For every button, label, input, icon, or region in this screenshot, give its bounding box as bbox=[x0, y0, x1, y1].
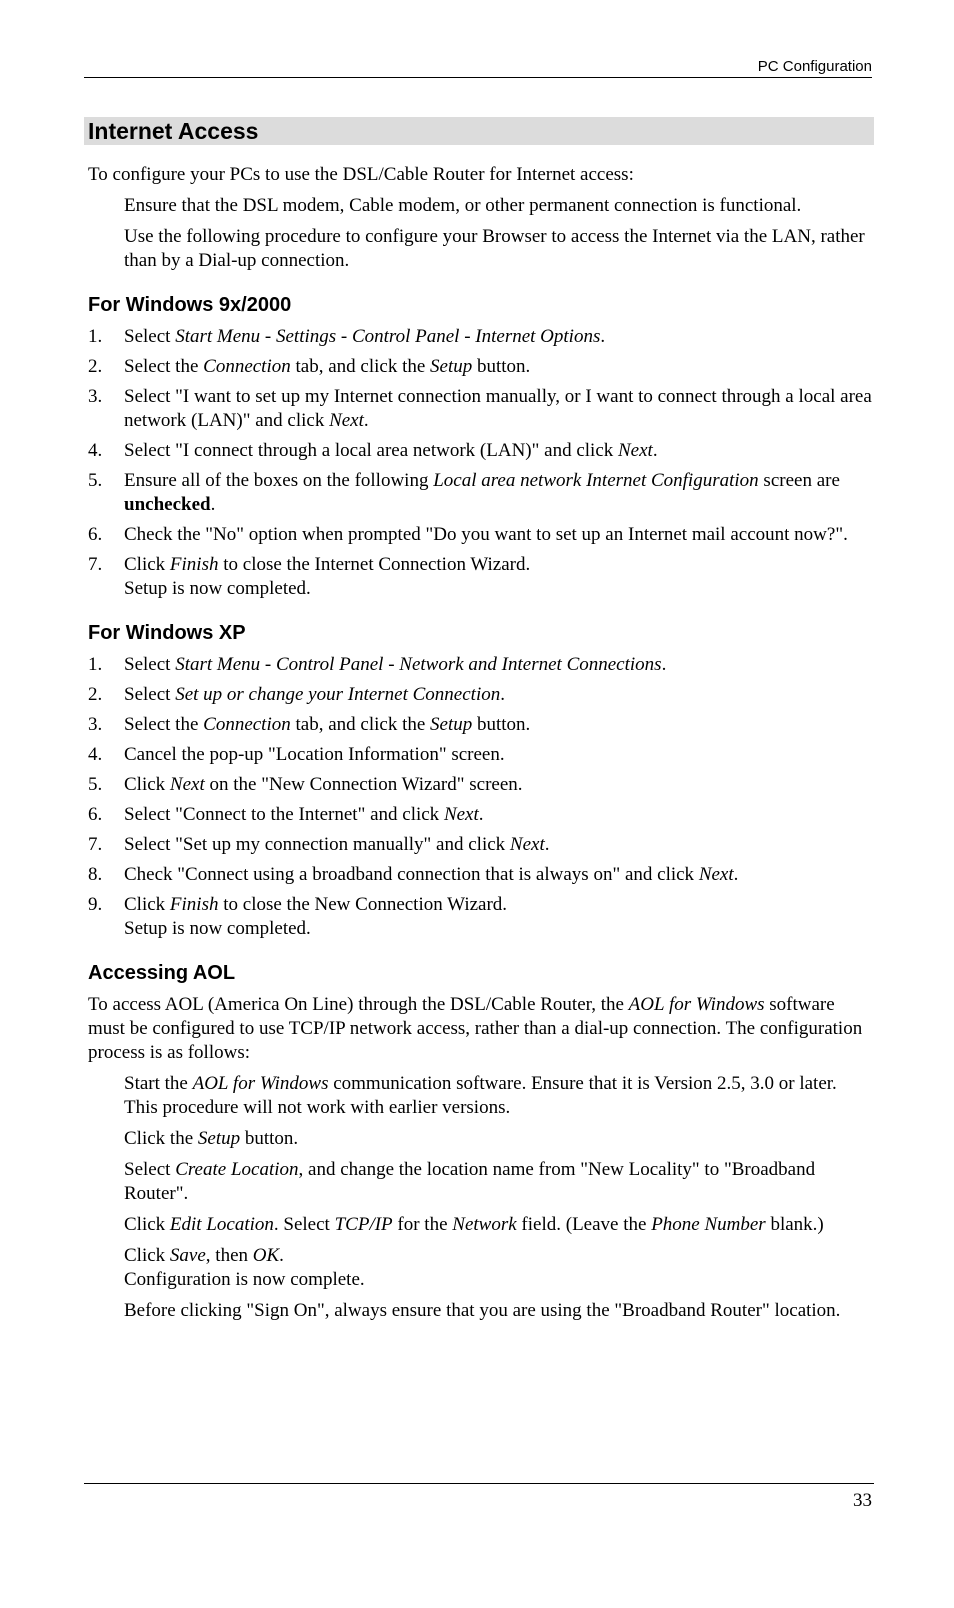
emphasis-text: Save bbox=[169, 1245, 206, 1266]
emphasis-text: AOL for Windows bbox=[628, 994, 765, 1015]
emphasis-text: Setup bbox=[197, 1128, 241, 1149]
text-run: Check the "No" option when prompted "Do you want to set up an Internet mail account now?". bbox=[124, 524, 848, 545]
text-run: , and change the location name from "New Locality" to "Broadband Router". bbox=[124, 1159, 816, 1204]
win9x-steps bbox=[88, 325, 874, 601]
step-number: 7. bbox=[88, 554, 103, 575]
emphasis-text: Next bbox=[443, 804, 479, 825]
text-run: Click bbox=[124, 554, 170, 575]
emphasis-text: Setup bbox=[430, 714, 473, 735]
text-run: To access AOL (America On Line) through the DSL/Cable Router, the bbox=[88, 994, 629, 1015]
text-run: Click the bbox=[124, 1128, 198, 1149]
step-number: 3. bbox=[88, 714, 103, 735]
step-number: 4. bbox=[88, 744, 103, 765]
emphasis-text: Start Menu - Control Panel - Network and Internet Connections bbox=[175, 654, 662, 675]
aol-step bbox=[124, 1072, 874, 1120]
step-item bbox=[88, 553, 874, 601]
text-run: Setup is now completed. bbox=[124, 578, 311, 599]
aol-intro bbox=[88, 993, 874, 1065]
text-run: Ensure all of the boxes on the following bbox=[124, 470, 434, 491]
text-run: Select "I connect through a local area network (LAN)" and click bbox=[124, 440, 618, 461]
step-item bbox=[88, 743, 874, 767]
text-run: Before clicking "Sign On", always ensure that you are using the "Broadband Router" location. bbox=[124, 1300, 841, 1321]
text-run: Select bbox=[124, 684, 176, 705]
text-run: , then bbox=[205, 1245, 253, 1266]
text-run: . bbox=[733, 864, 739, 885]
step-item bbox=[88, 653, 874, 677]
step-item bbox=[88, 385, 874, 433]
text-run: Select bbox=[124, 654, 176, 675]
text-run: tab, and click the bbox=[290, 356, 431, 377]
text-run: . bbox=[661, 654, 667, 675]
aol-steps bbox=[88, 1072, 874, 1323]
emphasis-text: Setup bbox=[430, 356, 473, 377]
text-run: Click bbox=[124, 1214, 170, 1235]
step-number: 3. bbox=[88, 386, 103, 407]
text-run: tab, and click the bbox=[290, 714, 431, 735]
text-run: blank.) bbox=[765, 1214, 824, 1235]
step-number: 2. bbox=[88, 356, 103, 377]
aol-step bbox=[124, 1127, 874, 1151]
text-run: Click bbox=[124, 1245, 170, 1266]
step-item bbox=[88, 439, 874, 463]
emphasis-text: Start Menu - Settings - Control Panel - Internet Options bbox=[175, 326, 601, 347]
winxp-heading: For Windows XP bbox=[88, 622, 246, 644]
step-number: 1. bbox=[88, 326, 103, 347]
emphasis-text: Set up or change your Internet Connection bbox=[175, 684, 501, 705]
step-item bbox=[88, 833, 874, 857]
text-run: Select the bbox=[124, 714, 204, 735]
text-run: button. bbox=[472, 356, 531, 377]
step-number: 2. bbox=[88, 684, 103, 705]
text-run: button. bbox=[240, 1128, 299, 1149]
text-run: . bbox=[600, 326, 606, 347]
bold-text: unchecked bbox=[124, 494, 211, 515]
text-run: Click bbox=[124, 894, 170, 915]
text-run: . bbox=[500, 684, 505, 705]
emphasis-text: Next bbox=[509, 834, 545, 855]
emphasis-text: Phone Number bbox=[651, 1214, 766, 1235]
text-run: Start the bbox=[124, 1073, 193, 1094]
emphasis-text: Connection bbox=[203, 356, 291, 377]
step-number: 4. bbox=[88, 440, 103, 461]
aol-step bbox=[124, 1299, 874, 1323]
emphasis-text: Network bbox=[452, 1214, 517, 1235]
step-item bbox=[88, 325, 874, 349]
emphasis-text: Edit Location bbox=[169, 1214, 274, 1235]
intro-text: To configure your PCs to use the DSL/Cable Router for Internet access: bbox=[88, 164, 634, 185]
step-number: 6. bbox=[88, 524, 103, 545]
aol-step bbox=[124, 1213, 874, 1237]
emphasis-text: Next bbox=[698, 864, 734, 885]
emphasis-text: Connection bbox=[203, 714, 291, 735]
emphasis-text: Next bbox=[329, 410, 364, 431]
text-run: on the "New Connection Wizard" screen. bbox=[204, 774, 523, 795]
text-run: Select "Connect to the Internet" and click bbox=[124, 804, 444, 825]
section-title: Internet Access bbox=[84, 117, 874, 145]
page-number: 33 bbox=[853, 1490, 872, 1511]
emphasis-text: Create Location bbox=[175, 1159, 299, 1180]
emphasis-text: TCP/IP bbox=[334, 1214, 393, 1235]
intro-bullet-1: Ensure that the DSL modem, Cable modem, or other permanent connection is functional. bbox=[124, 195, 802, 216]
intro-bullet-2: Use the following procedure to configure your Browser to access the Internet via the LAN, rather than by a Dial-up connection. bbox=[124, 226, 865, 271]
step-number: 5. bbox=[88, 470, 103, 491]
text-run: Check "Connect using a broadband connection that is always on" and click bbox=[124, 864, 699, 885]
aol-heading: Accessing AOL bbox=[88, 962, 236, 984]
text-run: Select the bbox=[124, 356, 204, 377]
emphasis-text: Next bbox=[618, 440, 653, 461]
step-item bbox=[88, 713, 874, 737]
text-run: . bbox=[210, 494, 216, 515]
text-run: for the bbox=[392, 1214, 453, 1235]
step-number: 7. bbox=[88, 834, 103, 855]
text-run: . bbox=[363, 410, 369, 431]
text-run: software must be configured to use TCP/IP network access, rather than a dial-up connection. The configuration process is as follows: bbox=[88, 994, 863, 1063]
step-item bbox=[88, 523, 874, 547]
emphasis-text: Finish bbox=[169, 894, 219, 915]
step-item bbox=[88, 773, 874, 797]
running-header: PC Configuration bbox=[84, 58, 872, 78]
step-number: 9. bbox=[88, 894, 103, 915]
step-number: 8. bbox=[88, 864, 103, 885]
aol-step bbox=[124, 1244, 874, 1292]
footer-rule bbox=[84, 1483, 874, 1484]
text-run: . bbox=[478, 804, 484, 825]
step-item bbox=[88, 469, 874, 517]
step-number: 5. bbox=[88, 774, 103, 795]
text-run: Configuration is now complete. bbox=[124, 1269, 365, 1290]
emphasis-text: Next bbox=[169, 774, 205, 795]
text-run: communication software. Ensure that it is Version 2.5, 3.0 or later. This procedure will not work with earlier versions. bbox=[124, 1073, 837, 1118]
text-run: Click bbox=[124, 774, 170, 795]
text-run: button. bbox=[472, 714, 531, 735]
text-run: Setup is now completed. bbox=[124, 918, 311, 939]
text-run: Select bbox=[124, 1159, 176, 1180]
win9x-heading: For Windows 9x/2000 bbox=[88, 294, 292, 316]
text-run: . Select bbox=[273, 1214, 335, 1235]
step-item bbox=[88, 803, 874, 827]
text-run: screen are bbox=[758, 470, 840, 491]
text-run: . bbox=[279, 1245, 284, 1266]
step-item bbox=[88, 355, 874, 379]
emphasis-text: Local area network Internet Configuration bbox=[433, 470, 759, 491]
step-item bbox=[88, 893, 874, 941]
step-item bbox=[88, 683, 874, 707]
emphasis-text: OK bbox=[252, 1245, 280, 1266]
body-content bbox=[88, 163, 874, 1330]
text-run: Select "I want to set up my Internet connection manually, or I want to connect through a local area network (LAN)" and click bbox=[124, 386, 872, 431]
text-run: to close the Internet Connection Wizard. bbox=[218, 554, 531, 575]
text-run: . bbox=[652, 440, 658, 461]
text-run: Cancel the pop-up "Location Information" screen. bbox=[124, 744, 505, 765]
emphasis-text: AOL for Windows bbox=[192, 1073, 329, 1094]
text-run: Select "Set up my connection manually" and click bbox=[124, 834, 510, 855]
text-run: to close the New Connection Wizard. bbox=[218, 894, 508, 915]
text-run: Select bbox=[124, 326, 176, 347]
step-number: 1. bbox=[88, 654, 103, 675]
winxp-steps bbox=[88, 653, 874, 941]
text-run: field. (Leave the bbox=[516, 1214, 652, 1235]
text-run: . bbox=[544, 834, 550, 855]
emphasis-text: Finish bbox=[169, 554, 219, 575]
step-item bbox=[88, 863, 874, 887]
step-number: 6. bbox=[88, 804, 103, 825]
aol-step bbox=[124, 1158, 874, 1206]
